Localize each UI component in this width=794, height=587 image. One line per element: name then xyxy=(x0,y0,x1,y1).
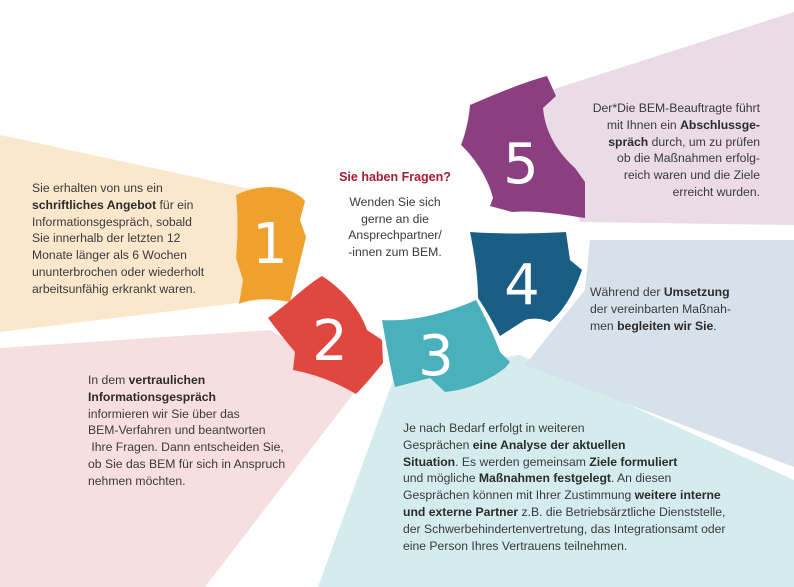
description-line xyxy=(88,422,328,439)
text-run: ununterbrochen oder wiederholt xyxy=(32,264,205,279)
text-run: In dem xyxy=(88,373,129,387)
description-line xyxy=(403,470,763,487)
description-line xyxy=(88,456,328,473)
text-run: Sie innerhalb der letzten 12 xyxy=(32,231,181,246)
step-number-4: 4 xyxy=(504,253,540,318)
text-run: Informationsgespräch, sobald xyxy=(32,214,192,229)
text-run: eine Person Ihres Vertrauens teilnehmen. xyxy=(403,538,628,553)
text-run: Je nach Bedarf erfolgt in weiteren xyxy=(403,421,585,435)
text-run: z.B. die Betriebsärztliche Dienststelle, xyxy=(518,504,726,519)
center-contact-text xyxy=(330,194,460,260)
text-run: Während der xyxy=(590,285,664,299)
description-line xyxy=(403,538,763,555)
highlighted-text: und externe Partner xyxy=(403,504,519,519)
highlighted-text: spräch xyxy=(608,134,649,149)
highlighted-text: Informationsgespräch xyxy=(88,389,216,404)
step-2-description xyxy=(88,372,328,490)
highlighted-text: eine Analyse der aktuellen xyxy=(472,437,626,452)
text-run: und mögliche xyxy=(403,471,479,486)
description-line xyxy=(32,230,242,247)
text-run: . An diesen xyxy=(610,471,672,486)
description-line xyxy=(590,284,760,301)
description-line xyxy=(32,264,242,281)
text-run: BEM-Verfahren und beantworten xyxy=(88,423,266,438)
highlighted-text: schriftliches Angebot xyxy=(32,197,157,212)
highlighted-text: Ziele formuliert xyxy=(589,454,678,469)
description-line xyxy=(32,180,242,197)
text-run: Gesprächen können mit Ihrer Zustimmung xyxy=(403,488,635,503)
text-run: ob Sie das BEM für sich in Anspruch xyxy=(88,456,286,471)
center-line: gerne an die xyxy=(361,211,429,226)
text-run: . Es werden gemeinsam xyxy=(455,454,590,469)
highlighted-text: weitere interne xyxy=(634,488,721,503)
text-run: arbeitsunfähig erkrankt waren. xyxy=(32,281,196,296)
description-line xyxy=(590,318,760,335)
text-run: Der*Die BEM-Beauftragte führt xyxy=(592,101,760,115)
step-number-5: 5 xyxy=(503,132,539,197)
text-run: durch, um zu prüfen xyxy=(648,134,760,149)
text-run: erreicht wurden. xyxy=(672,184,760,199)
highlighted-text: begleiten wir Sie xyxy=(617,318,714,333)
center-line: Wenden Sie sich xyxy=(349,195,441,209)
description-line xyxy=(560,184,760,201)
text-run: men xyxy=(590,318,618,333)
highlighted-text: vertraulichen xyxy=(128,373,206,387)
step-number-2: 2 xyxy=(312,309,348,374)
center-line: Ansprechpartner/ xyxy=(348,228,442,242)
text-run: nehmen möchten. xyxy=(88,473,186,488)
description-line xyxy=(403,487,763,504)
highlighted-text: Abschlussge- xyxy=(680,117,760,132)
text-run: Ihre Fragen. Dann entscheiden Sie, xyxy=(88,440,284,455)
text-run: mit Ihnen ein xyxy=(606,117,681,132)
description-line xyxy=(32,214,242,231)
text-run: reich waren und die Ziele xyxy=(623,168,760,183)
description-line xyxy=(403,437,763,454)
description-line xyxy=(560,134,760,151)
description-line xyxy=(403,504,763,521)
center-question: Sie haben Fragen? xyxy=(339,170,451,184)
description-line xyxy=(32,197,242,214)
text-run: ob die Maßnahmen erfolg- xyxy=(617,151,760,166)
text-run: der Schwerbehindertenvertretung, das Integrationsamt oder xyxy=(403,521,726,536)
text-run: Monate länger als 6 Wochen xyxy=(32,248,187,263)
description-line xyxy=(560,167,760,184)
step-number-3: 3 xyxy=(418,324,454,389)
step-5-description xyxy=(560,100,760,201)
text-run: Gesprächen xyxy=(403,437,473,452)
highlighted-text: Situation xyxy=(403,454,456,469)
step-1-description xyxy=(32,180,242,298)
description-line xyxy=(88,439,328,456)
description-line xyxy=(88,406,328,423)
center-line: -innen zum BEM. xyxy=(348,244,442,259)
step-3-description xyxy=(403,420,763,554)
highlighted-text: Umsetzung xyxy=(663,285,730,299)
highlighted-text: Maßnahmen festgelegt xyxy=(478,471,611,486)
step-number-1: 1 xyxy=(252,212,288,277)
text-run: für ein xyxy=(156,197,194,212)
text-run: informieren wir Sie über das xyxy=(88,406,240,421)
description-line xyxy=(88,389,328,406)
description-line xyxy=(403,454,763,471)
description-line xyxy=(403,521,763,538)
text-run: . xyxy=(713,318,717,333)
description-line xyxy=(88,473,328,490)
description-line xyxy=(88,372,328,389)
text-run: der vereinbarten Maßnah- xyxy=(590,301,731,316)
description-line xyxy=(403,420,763,437)
description-line xyxy=(560,150,760,167)
description-line xyxy=(560,117,760,134)
description-line xyxy=(32,247,242,264)
description-line xyxy=(32,281,242,298)
text-run: Sie erhalten von uns ein xyxy=(32,181,163,195)
description-line xyxy=(560,100,760,117)
step-4-description xyxy=(590,284,760,334)
description-line xyxy=(590,301,760,318)
